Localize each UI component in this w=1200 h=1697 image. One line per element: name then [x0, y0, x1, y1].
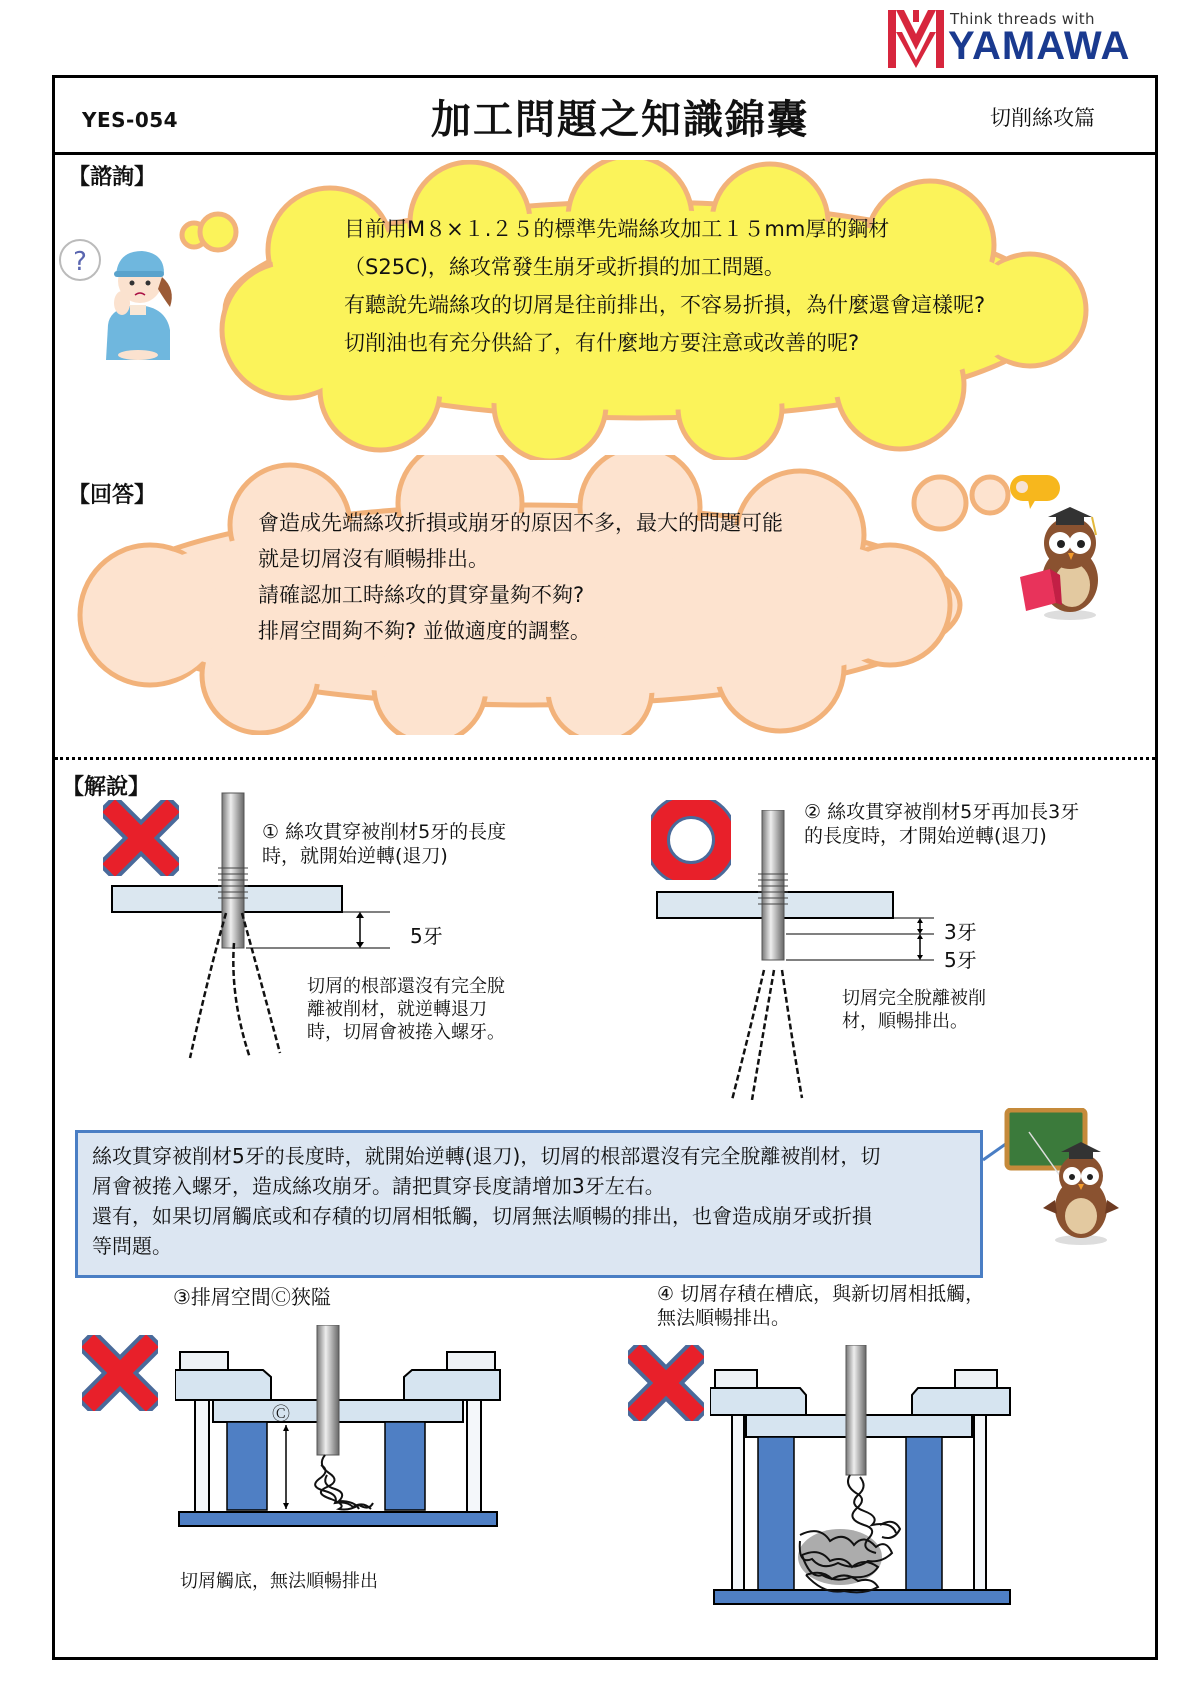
- question-line: （S25C)，絲攻常發生崩牙或折損的加工問題。: [344, 255, 785, 279]
- worker-avatar-icon: [58, 215, 188, 360]
- case1-title-line: 時，就開始逆轉(退刀): [262, 845, 448, 867]
- question-line: 目前用M８×１.２５的標準先端絲攻加工１５mm厚的鋼材: [344, 217, 890, 241]
- question-line: 有聽說先端絲攻的切屑是往前排出，不容易折損，為什麼還會這樣呢?: [344, 293, 986, 317]
- case2-dim-label-3: 3牙: [944, 920, 977, 944]
- summary-line: 屑會被捲入螺牙，造成絲攻崩牙。請把貫穿長度請增加3牙左右。: [92, 1174, 665, 1198]
- case4-title-line: ④ 切屑存積在槽底，與新切屑相抵觸，: [657, 1283, 985, 1305]
- page-title: 加工問題之知識錦囊: [431, 97, 809, 143]
- case2-note-line: 切屑完全脫離被削: [842, 988, 986, 1009]
- explanation-label: 【解說】: [62, 775, 151, 800]
- summary-line: 絲攻貫穿被削材5牙的長度時，就開始逆轉(退刀)，切屑的根部還沒有完全脫離被削材，切: [92, 1144, 881, 1168]
- document-category: 切削絲攻篇: [990, 106, 1095, 130]
- answer-line: 請確認加工時絲攻的貫穿量夠不夠?: [258, 583, 585, 607]
- brand-name: YAMAWA: [948, 24, 1131, 68]
- case3-title: ③排屑空間Ⓒ狹隘: [173, 1285, 331, 1309]
- case2-title: [804, 800, 1079, 848]
- yamawa-logo: [888, 8, 1148, 70]
- x-mark-icon: [628, 1345, 704, 1421]
- case3-fixture-diagram: [175, 1325, 505, 1540]
- case1-title: [262, 820, 506, 868]
- document-code: YES-054: [82, 108, 179, 132]
- question-text: [344, 210, 1124, 362]
- question-line: 切削油也有充分供給了，有什麼地方要注意或改善的呢?: [344, 331, 860, 355]
- answer-line: 會造成先端絲攻折損或崩牙的原因不多，最大的問題可能: [258, 511, 783, 535]
- case1-title-line: ① 絲攻貫穿被削材5牙的長度: [262, 821, 507, 843]
- yamawa-mark-icon: [888, 10, 944, 68]
- summary-line: 等問題。: [92, 1234, 172, 1258]
- case1-note-line: 離被削材，就逆轉退刀: [307, 999, 487, 1020]
- case1-note: [307, 975, 505, 1044]
- case2-note-line: 材，順暢排出。: [842, 1011, 968, 1032]
- summary-line: 還有，如果切屑觸底或和存積的切屑相牴觸，切屑無法順暢的排出，也會造成崩牙或折損: [92, 1204, 872, 1228]
- case4-title-line: 無法順暢排出。: [657, 1307, 791, 1329]
- svg-text:?: ?: [73, 247, 87, 277]
- case1-note-line: 時，切屑會被捲入螺牙。: [307, 1022, 505, 1043]
- case1-dim-label: 5牙: [410, 924, 443, 948]
- case4-fixture-diagram: [710, 1345, 1020, 1610]
- answer-label: 【回答】: [68, 483, 157, 508]
- case2-title-line: ② 絲攻貫穿被削材5牙再加長3牙: [804, 801, 1080, 823]
- case3-note: 切屑觸底，無法順暢排出: [180, 1571, 378, 1592]
- case3-dim-label: Ⓒ: [272, 1404, 290, 1425]
- case2-title-line: 的長度時，才開始逆轉(退刀): [804, 825, 1047, 847]
- owl-reading-icon: [1000, 465, 1120, 625]
- summary-box: [75, 1130, 983, 1278]
- answer-line: 就是切屑沒有順暢排出。: [258, 547, 489, 571]
- brand-tagline: Think threads with: [950, 10, 1095, 28]
- case2-tap-diagram: [652, 810, 952, 1100]
- case4-title: [657, 1282, 984, 1330]
- answer-line: 排屑空間夠不夠? 並做適度的調整。: [258, 619, 591, 643]
- section-divider: [55, 757, 1155, 760]
- x-mark-icon: [82, 1335, 158, 1411]
- answer-text: [258, 505, 958, 649]
- case2-dim-label-5: 5牙: [944, 948, 977, 972]
- case2-note: [842, 987, 986, 1033]
- case1-note-line: 切屑的根部還沒有完全脫: [307, 976, 505, 997]
- consultation-label: 【諮詢】: [68, 165, 157, 190]
- owl-teacher-icon: [983, 1108, 1163, 1248]
